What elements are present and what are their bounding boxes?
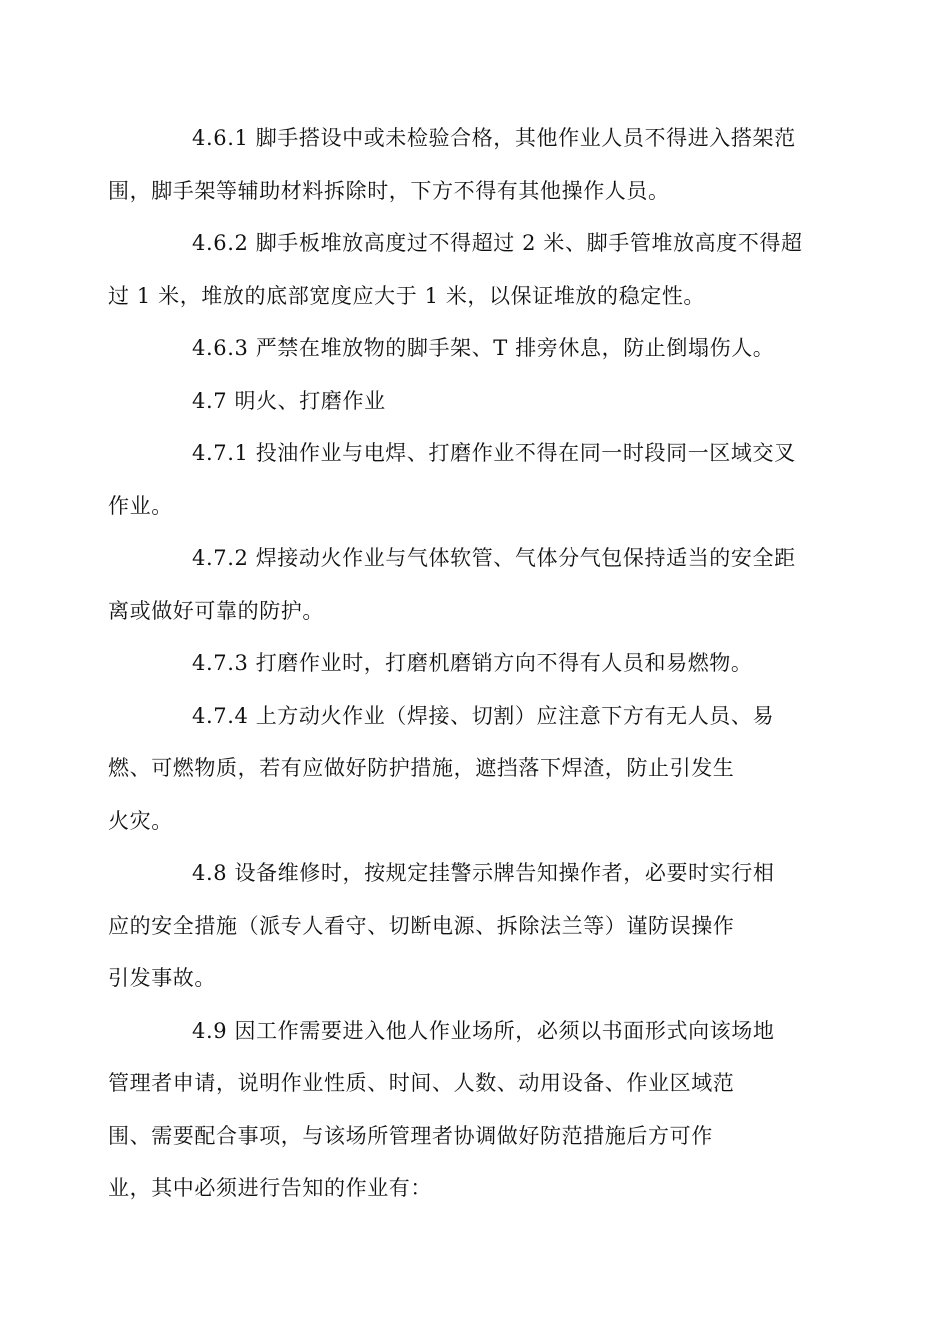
text-line: 4.6.3 严禁在堆放物的脚手架、T 排旁休息，防止倒塌伤人。 bbox=[192, 336, 775, 360]
paragraph-4-7-2 bbox=[108, 532, 805, 637]
text-line: 业，其中必须进行告知的作业有： bbox=[108, 1176, 432, 1200]
paragraph-4-7-4 bbox=[108, 690, 805, 848]
text-line: 引发事故。 bbox=[108, 966, 216, 990]
text-line: 作业。 bbox=[108, 493, 173, 518]
text-line: 燃、可燃物质，若有应做好防护措施，遮挡落下焊渣，防止引发生 bbox=[108, 756, 735, 780]
paragraph-4-9 bbox=[108, 1005, 805, 1215]
paragraph-4-6-2 bbox=[108, 217, 805, 322]
text-line: 火灾。 bbox=[108, 808, 173, 833]
paragraph-4-6-1 bbox=[108, 112, 805, 217]
text-line: 围，脚手架等辅助材料拆除时，下方不得有其他操作人员。 bbox=[108, 178, 670, 203]
text-line: 4.7.3 打磨作业时，打磨机磨销方向不得有人员和易燃物。 bbox=[192, 651, 753, 675]
text-line: 4.8 设备维修时，按规定挂警示牌告知操作者，必要时实行相 bbox=[192, 861, 775, 885]
text-line: 4.6.2 脚手板堆放高度过不得超过 2 米、脚手管堆放高度不得超 bbox=[192, 231, 803, 255]
section-heading-4-7 bbox=[150, 375, 805, 428]
text-line: 离或做好可靠的防护。 bbox=[108, 598, 324, 623]
paragraph-4-6-3 bbox=[150, 322, 805, 375]
text-line: 4.7.4 上方动火作业（焊接、切割）应注意下方有无人员、易 bbox=[192, 703, 775, 728]
paragraph-4-8 bbox=[108, 847, 805, 1005]
text-line: 应的安全措施（派专人看守、切断电源、拆除法兰等）谨防误操作 bbox=[108, 913, 735, 938]
paragraph-4-7-3 bbox=[150, 637, 805, 690]
document-page bbox=[108, 112, 805, 1215]
paragraph-4-7-1 bbox=[108, 427, 805, 532]
text-line: 4.7.1 投油作业与电焊、打磨作业不得在同一时段同一区域交叉 bbox=[192, 441, 796, 465]
text-line: 围、需要配合事项，与该场所管理者协调做好防范措施后方可作 bbox=[108, 1123, 713, 1148]
text-line: 过 1 米，堆放的底部宽度应大于 1 米，以保证堆放的稳定性。 bbox=[108, 283, 706, 308]
text-line: 管理者申请，说明作业性质、时间、人数、动用设备、作业区域范 bbox=[108, 1071, 735, 1095]
text-line: 4.7.2 焊接动火作业与气体软管、气体分气包保持适当的安全距 bbox=[192, 546, 796, 570]
text-line: 4.7 明火、打磨作业 bbox=[192, 388, 386, 413]
text-line: 4.9 因工作需要进入他人作业场所，必须以书面形式向该场地 bbox=[192, 1018, 775, 1043]
text-line: 4.6.1 脚手搭设中或未检验合格，其他作业人员不得进入搭架范 bbox=[192, 126, 796, 150]
